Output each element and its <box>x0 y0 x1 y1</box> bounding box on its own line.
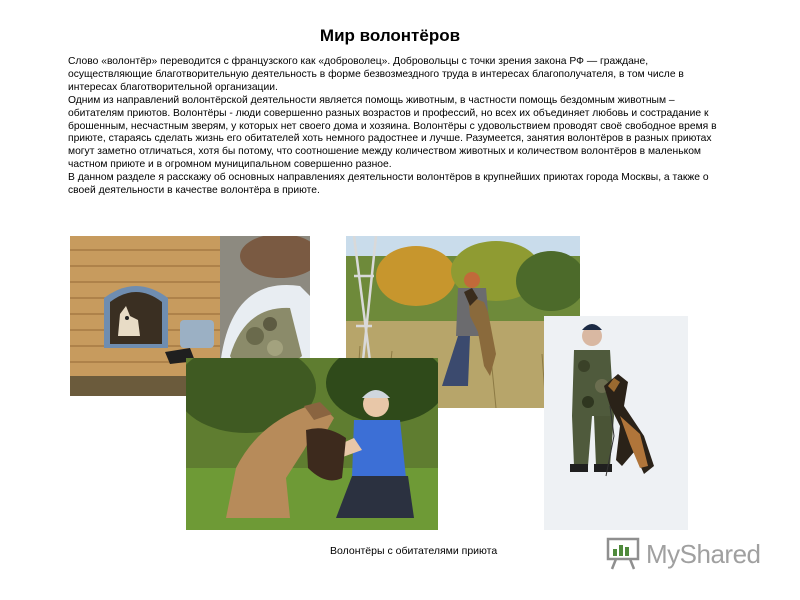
paragraph-section-intro: В данном разделе я расскажу об основных направлениях деятельности волонтёров в крупнейших приютах города Москвы, а также о своей деятельности в качестве волонтёра в приюте. <box>68 172 709 197</box>
snow-shepherd-image <box>544 316 688 530</box>
paragraph-animal-help: Одним из направлений волонтёрской деятельности является помощь животным, в частности помощь бездомным животным – обитателям приютов. Волонтёры - люди совершенно разных возрастов и профессий, но всех их объединяет любовь и сострадание к брошенным, несчастным зверям, у которых нет своего дома и хозяина. Волонтёры с удовольствием проводят своё свободное время в приюте, стараясь сделать жизнь его обитателей хоть немного радостнее и лучше. Разумеется, занятия волонтёров в разных приютах могут заметно отличаться, хотя бы потому, что соотношение между количеством животных и количеством волонтёров в маленьком частном приюте и в огромном муниципальном совершенно разное. <box>68 94 717 171</box>
page-title: Мир волонтёров <box>319 26 461 45</box>
man-dog-image <box>186 358 438 530</box>
body-text <box>68 56 728 198</box>
photo-caption: Волонтёры с обитателями приюта <box>330 545 498 557</box>
myshared-logo <box>606 536 761 572</box>
logo-wordmark <box>646 539 761 570</box>
logo-text-my: My <box>646 538 680 569</box>
photo-snow-shepherd <box>544 316 688 530</box>
presentation-board-icon <box>606 537 642 571</box>
paragraph-definition: Слово «волонтёр» переводится с французского как «доброволец». Добровольцы с точки зрения закона РФ — граждане, осуществляющие благотворительную деятельность в форме безвозмездного труда в интересах благополучателя, в том числе в интересах благотворительной организации. <box>68 56 684 93</box>
photo-man-with-dog <box>186 358 438 530</box>
logo-text-shared: Shared <box>679 538 761 569</box>
